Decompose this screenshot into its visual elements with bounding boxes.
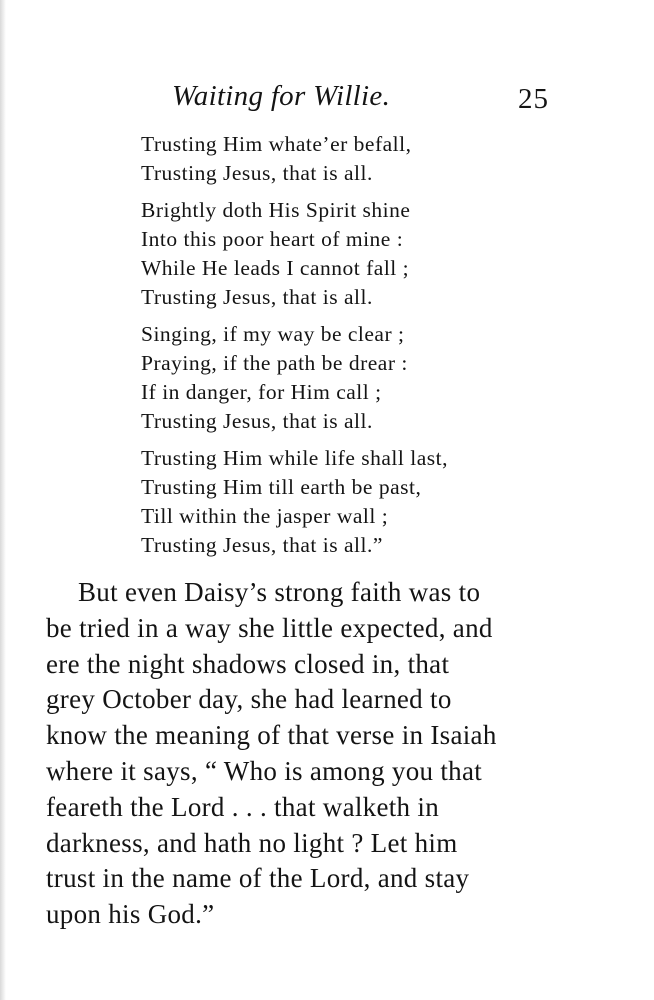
prose-paragraph [46, 575, 566, 933]
running-title: Waiting for Willie. [172, 80, 391, 112]
poem-line: Into this poor heart of mine : [141, 227, 404, 251]
page-header [0, 80, 654, 120]
prose-line: know the meaning of that verse in Isaiah [46, 720, 497, 751]
poem-line: Trusting Jesus, that is all. [141, 161, 373, 185]
poem-line: Trusting Him whate’er befall, [141, 132, 412, 156]
poem-stanza [141, 444, 621, 560]
poem [141, 130, 621, 568]
poem-line: Praying, if the path be drear : [141, 351, 408, 375]
poem-line: While He leads I cannot fall ; [141, 256, 410, 280]
prose-line: grey October day, she had learned to [46, 684, 452, 715]
page-edge-shadow [0, 0, 6, 1000]
poem-line: Till within the jasper wall ; [141, 504, 389, 528]
prose-line: where it says, “ Who is among you that [46, 755, 483, 786]
poem-line: Trusting Jesus, that is all.” [141, 533, 383, 557]
prose-line: But even Daisy’s strong faith was to [78, 577, 481, 607]
poem-line: If in danger, for Him call ; [141, 380, 382, 404]
prose-line: upon his God.” [46, 899, 215, 930]
prose-line: ere the night shadows closed in, that [46, 648, 450, 679]
poem-line: Singing, if my way be clear ; [141, 322, 405, 346]
prose-line: feareth the Lord . . . that walketh in [46, 791, 440, 822]
poem-stanza [141, 130, 621, 188]
poem-line: Trusting Jesus, that is all. [141, 409, 373, 433]
prose-line: be tried in a way she little expected, and [46, 612, 493, 643]
poem-line: Trusting Jesus, that is all. [141, 285, 373, 309]
page-number: 25 [518, 83, 549, 115]
poem-line: Brightly doth His Spirit shine [141, 198, 411, 222]
poem-line: Trusting Him while life shall last, [141, 446, 448, 470]
prose-line: darkness, and hath no light ? Let him [46, 827, 458, 858]
poem-stanza [141, 320, 621, 436]
poem-line: Trusting Him till earth be past, [141, 475, 422, 499]
poem-stanza [141, 196, 621, 312]
prose-line: trust in the name of the Lord, and stay [46, 863, 470, 894]
